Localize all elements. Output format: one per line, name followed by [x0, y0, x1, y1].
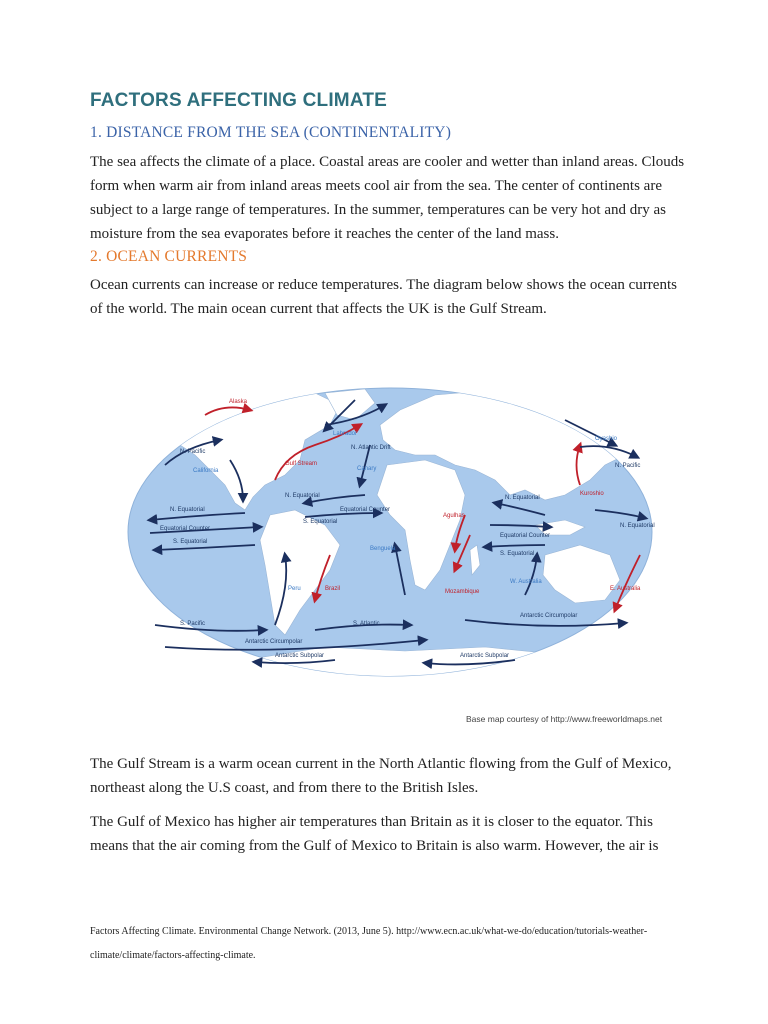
label-antarctic-subpolar-e: Antarctic Subpolar	[460, 653, 510, 659]
label-antarctic-circumpolar-e: Antarctic Circumpolar	[520, 613, 578, 619]
section-heading-ocean-currents: 2. OCEAN CURRENTS	[90, 248, 248, 265]
label-n-equatorial-pac: N. Equatorial	[170, 507, 205, 513]
label-w-australia: W. Australia	[510, 579, 542, 585]
label-agulhas: Agulhas	[443, 513, 465, 519]
continentality-paragraph: The sea affects the climate of a place. Coastal areas are cooler and wetter than inland areas. Clouds form when warm air from inland areas meets cool air from the sea. The center of continents are subject to a large range of temperatures. In the summer, temperatures can be very hot and dry as moisture from the sea evaporates before it reaches the center of the land mass.	[90, 154, 685, 242]
label-s-equatorial-pac: S. Equatorial	[173, 539, 208, 545]
gulf-of-mexico-paragraph: The Gulf of Mexico has higher air temperatures than Britain as it is closer to the equator. This means that the air coming from the Gulf of Mexico to Britain is also warm. However, the air is	[90, 814, 659, 854]
label-canary: Canary	[357, 466, 377, 472]
label-antarctic-circumpolar-w: Antarctic Circumpolar	[245, 639, 303, 645]
footnote: Factors Affecting Climate. Environmental Change Network. (2013, June 5). http://www.ecn.ac.uk/what-we-do/education/tutorials-weather-climate/climate/factors-affecting-climate.	[90, 926, 648, 961]
label-mozambique: Mozambique	[445, 589, 480, 595]
page-title: FACTORS AFFECTING CLIMATE	[90, 90, 388, 111]
section-heading-continentality: 1. DISTANCE FROM THE SEA (CONTINENTALITY)	[90, 124, 452, 141]
label-gulf-stream: Gulf Stream	[285, 461, 318, 467]
label-e-australia: E. Australia	[610, 586, 641, 592]
label-n-equatorial-atl: N. Equatorial	[285, 493, 320, 499]
label-s-atlantic: S. Atlantic	[353, 621, 380, 627]
label-peru: Peru	[288, 586, 301, 592]
label-oyashio: Oyashio	[595, 436, 618, 442]
label-benguela: Benguela	[370, 546, 396, 552]
label-n-equatorial-ind: N. Equatorial	[505, 495, 540, 501]
ocean-currents-paragraph: Ocean currents can increase or reduce temperatures. The diagram below shows the ocean currents of the world. The main ocean current that affects the UK is the Gulf Stream.	[90, 277, 677, 317]
label-antarctic-subpolar-w: Antarctic Subpolar	[275, 653, 325, 659]
label-n-pacific-e: N. Pacific	[615, 463, 641, 469]
gulf-stream-paragraph: The Gulf Stream is a warm ocean current in the North Atlantic flowing from the Gulf of Mexico, northeast along the U.S coast, and from there to the British Isles.	[90, 756, 672, 796]
label-brazil: Brazil	[325, 586, 341, 592]
ocean-currents-map	[125, 385, 655, 680]
label-labrador: Labrador	[333, 431, 358, 437]
label-alaska: Alaska	[229, 399, 248, 405]
label-kuroshio: Kuroshio	[580, 491, 604, 497]
world-map-svg	[125, 385, 655, 680]
map-credit: Base map courtesy of http://www.freeworldmaps.net	[466, 714, 663, 724]
label-n-pacific-w: N. Pacific	[180, 449, 206, 455]
label-s-equatorial-ind: S. Equatorial	[500, 551, 535, 557]
label-s-equatorial-atl: S. Equatorial	[303, 519, 338, 525]
label-equatorial-counter-ind: Equatorial Counter	[500, 533, 551, 539]
new-zealand	[630, 595, 640, 620]
label-california: California	[193, 468, 219, 474]
label-n-equatorial-e: N. Equatorial	[620, 523, 655, 529]
label-s-pacific: S. Pacific	[180, 621, 206, 627]
label-equatorial-counter-atl: Equatorial Counter	[340, 507, 391, 513]
label-n-atlantic-drift: N. Atlantic Drift	[351, 445, 391, 451]
label-equatorial-counter-pac: Equatorial Counter	[160, 526, 211, 532]
